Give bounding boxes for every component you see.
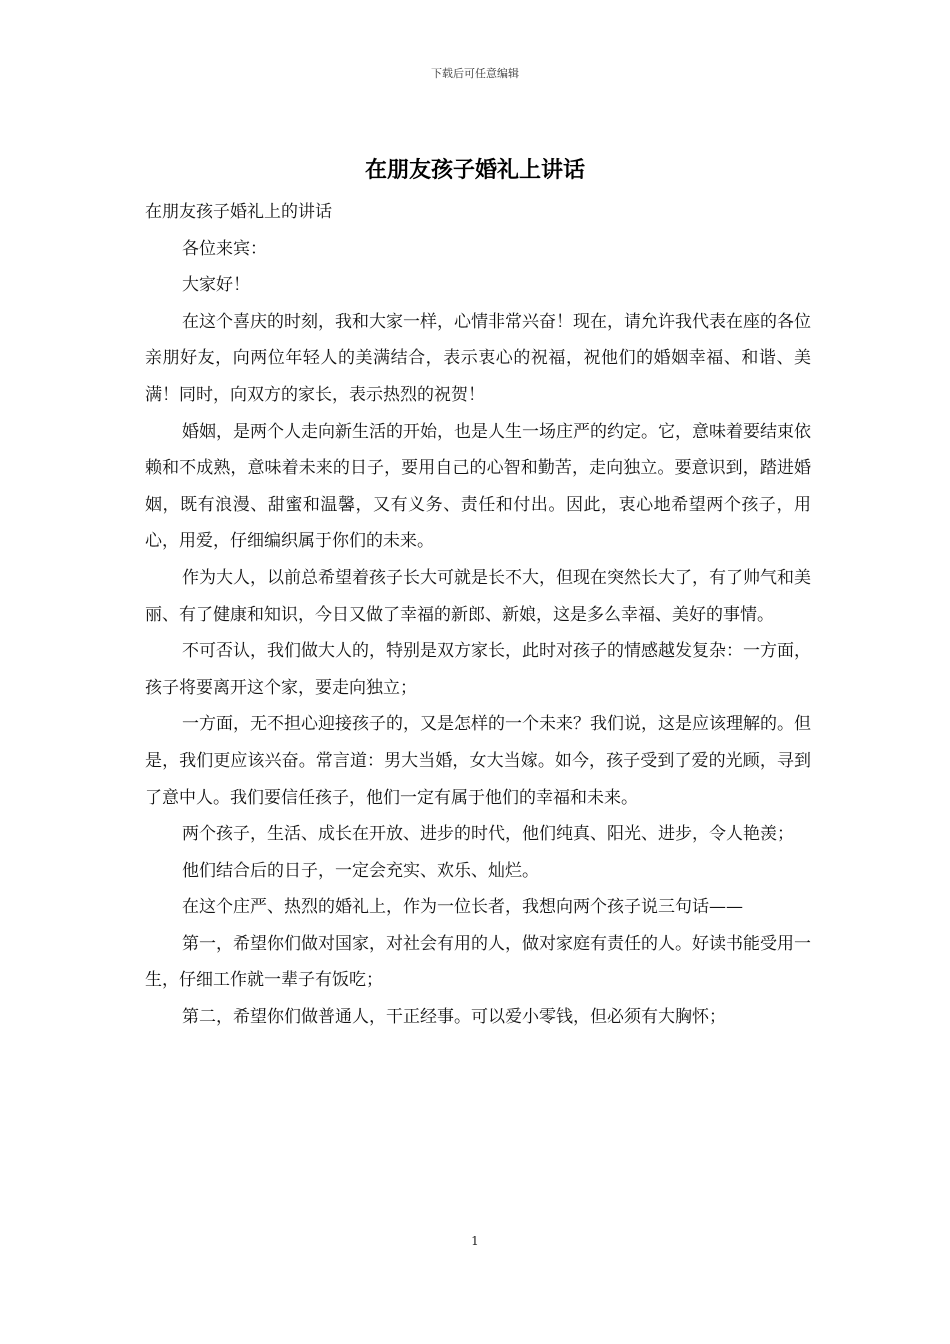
paragraph: 作为大人，以前总希望着孩子长大可就是长不大，但现在突然长大了，有了帅气和美丽、有了健康和知识，今日又做了幸福的新郎、新娘，这是多么幸福、美好的事情。 xyxy=(145,567,811,625)
paragraph: 一方面，无不担心迎接孩子的，又是怎样的一个未来？我们说，这是应该理解的。但是，我们更应该兴奋。常言道：男大当婚，女大当嫁。如今，孩子受到了爱的光顾，寻到了意中人。我们要信任孩子，他们一定有属于他们的幸福和未来。 xyxy=(145,714,811,808)
paragraph: 在这个庄严、热烈的婚礼上，作为一位长者，我想向两个孩子说三句话—— xyxy=(182,897,743,918)
paragraph: 在这个喜庆的时刻，我和大家一样，心情非常兴奋！现在，请允许我代表在座的各位亲朋好友，向两位年轻人的美满结合，表示衷心的祝福，祝他们的婚姻幸福、和谐、美满！同时，向双方的家长，表示热烈的祝贺！ xyxy=(145,311,811,405)
paragraph: 第二，希望你们做普通人，干正经事。可以爱小零钱，但必须有大胸怀； xyxy=(182,1007,726,1028)
document-body xyxy=(145,194,811,1036)
paragraph: 他们结合后的日子，一定会充实、欢乐、灿烂。 xyxy=(182,860,539,881)
header-note: 下载后可任意编辑 xyxy=(431,67,519,80)
document-title: 在朋友孩子婚礼上讲话 xyxy=(364,157,585,183)
paragraph: 两个孩子，生活、成长在开放、进步的时代，他们纯真、阳光、进步，令人艳羡； xyxy=(182,824,794,845)
paragraph: 第一，希望你们做对国家，对社会有用的人，做对家庭有责任的人。好读书能受用一生，仔细工作就一辈子有饭吃； xyxy=(145,933,811,991)
paragraph-greeting-hello: 大家好！ xyxy=(182,275,250,296)
page-number: 1 xyxy=(471,1234,479,1248)
paragraph: 不可否认，我们做大人的，特别是双方家长，此时对孩子的情感越发复杂：一方面，孩子将要离开这个家，要走向独立； xyxy=(145,641,811,698)
paragraph-greeting-audience: 各位来宾： xyxy=(182,238,267,259)
document-subtitle: 在朋友孩子婚礼上的讲话 xyxy=(145,202,332,222)
paragraph: 婚姻，是两个人走向新生活的开始，也是人生一场庄严的约定。它，意味着要结束依赖和不成熟，意味着未来的日子，要用自己的心智和勤苦，走向独立。要意识到，踏进婚姻，既有浪漫、甜蜜和温馨，又有义务、责任和付出。因此，衷心地希望两个孩子，用心，用爱，仔细编织属于你们的未来。 xyxy=(145,421,811,552)
